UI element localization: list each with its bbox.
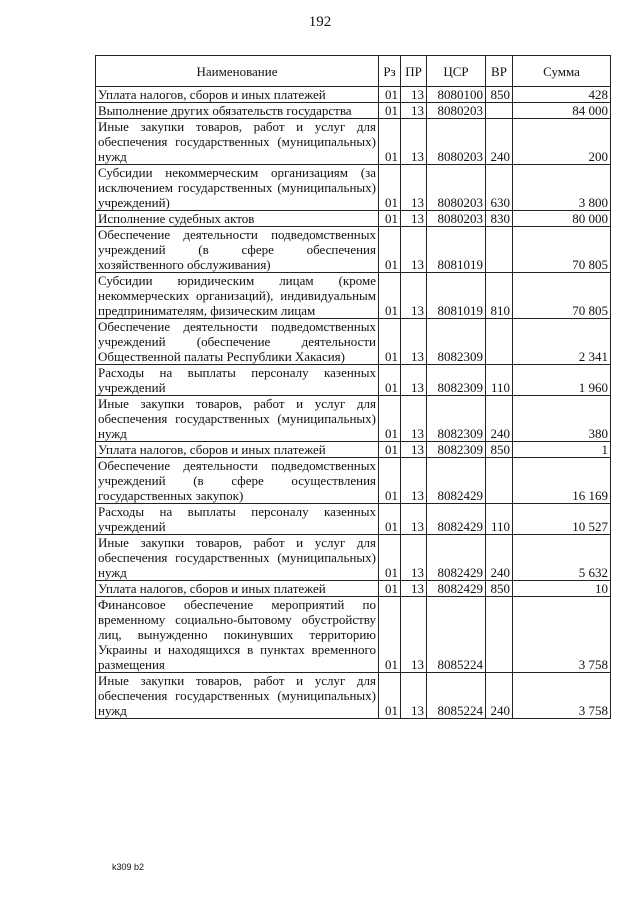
cell-vr — [486, 458, 513, 504]
cell-csr: 8085224 — [427, 673, 486, 719]
cell-vr — [486, 319, 513, 365]
cell-rz: 01 — [379, 396, 401, 442]
table-row — [96, 119, 611, 165]
cell-pr: 13 — [401, 396, 427, 442]
cell-sum: 10 527 — [513, 504, 611, 535]
header-csr: ЦСР — [427, 56, 486, 87]
table-row — [96, 165, 611, 211]
cell-csr: 8080203 — [427, 165, 486, 211]
cell-pr: 13 — [401, 597, 427, 673]
cell-csr: 8081019 — [427, 227, 486, 273]
cell-sum: 5 632 — [513, 535, 611, 581]
cell-csr: 8082429 — [427, 535, 486, 581]
table-row — [96, 396, 611, 442]
cell-sum: 84 000 — [513, 103, 611, 119]
cell-pr: 13 — [401, 165, 427, 211]
header-vr: ВР — [486, 56, 513, 87]
cell-csr: 8082429 — [427, 504, 486, 535]
cell-vr — [486, 103, 513, 119]
cell-csr: 8082309 — [427, 319, 486, 365]
cell-csr: 8082429 — [427, 581, 486, 597]
cell-name: Исполнение судебных актов — [96, 211, 379, 227]
header-pr: ПР — [401, 56, 427, 87]
budget-table — [95, 55, 611, 719]
header-row — [96, 56, 611, 87]
cell-csr: 8081019 — [427, 273, 486, 319]
cell-csr: 8080203 — [427, 211, 486, 227]
cell-rz: 01 — [379, 319, 401, 365]
cell-pr: 13 — [401, 119, 427, 165]
table-row — [96, 535, 611, 581]
cell-csr: 8082309 — [427, 396, 486, 442]
cell-pr: 13 — [401, 319, 427, 365]
cell-pr: 13 — [401, 227, 427, 273]
cell-sum: 380 — [513, 396, 611, 442]
cell-pr: 13 — [401, 442, 427, 458]
cell-rz: 01 — [379, 442, 401, 458]
cell-sum: 3 758 — [513, 673, 611, 719]
cell-name: Уплата налогов, сборов и иных платежей — [96, 581, 379, 597]
cell-name: Расходы на выплаты персоналу казенных учреждений — [96, 504, 379, 535]
header-name: Наименование — [96, 56, 379, 87]
table-row — [96, 673, 611, 719]
cell-rz: 01 — [379, 211, 401, 227]
cell-vr: 850 — [486, 87, 513, 103]
cell-vr — [486, 597, 513, 673]
cell-rz: 01 — [379, 227, 401, 273]
cell-csr: 8080203 — [427, 103, 486, 119]
cell-name: Обеспечение деятельности подведомственных учреждений (в сфере осуществления государственных закупок) — [96, 458, 379, 504]
cell-sum: 3 758 — [513, 597, 611, 673]
cell-sum: 200 — [513, 119, 611, 165]
cell-pr: 13 — [401, 458, 427, 504]
cell-rz: 01 — [379, 87, 401, 103]
cell-vr: 240 — [486, 119, 513, 165]
cell-rz: 01 — [379, 581, 401, 597]
table-row — [96, 504, 611, 535]
header-sum: Сумма — [513, 56, 611, 87]
cell-sum: 10 — [513, 581, 611, 597]
cell-csr: 8080100 — [427, 87, 486, 103]
cell-name: Расходы на выплаты персоналу казенных учреждений — [96, 365, 379, 396]
table-row — [96, 103, 611, 119]
cell-rz: 01 — [379, 458, 401, 504]
table-row — [96, 319, 611, 365]
cell-vr: 850 — [486, 442, 513, 458]
cell-sum: 3 800 — [513, 165, 611, 211]
cell-pr: 13 — [401, 103, 427, 119]
cell-rz: 01 — [379, 273, 401, 319]
cell-rz: 01 — [379, 365, 401, 396]
cell-csr: 8080203 — [427, 119, 486, 165]
cell-pr: 13 — [401, 211, 427, 227]
cell-vr: 240 — [486, 396, 513, 442]
cell-name: Иные закупки товаров, работ и услуг для обеспечения государственных (муниципальных) нужд — [96, 535, 379, 581]
table-row — [96, 581, 611, 597]
table-body — [96, 87, 611, 719]
cell-pr: 13 — [401, 535, 427, 581]
cell-rz: 01 — [379, 165, 401, 211]
cell-pr: 13 — [401, 87, 427, 103]
table-row — [96, 458, 611, 504]
cell-name: Обеспечение деятельности подведомственных учреждений (обеспечение деятельности Общественной палаты Республики Хакасия) — [96, 319, 379, 365]
table-row — [96, 442, 611, 458]
cell-name: Финансовое обеспечение мероприятий по временному социально-бытовому обустройству лиц, вынужденно покинувших территорию Украины и находящихся в пунктах временного размещения — [96, 597, 379, 673]
cell-rz: 01 — [379, 103, 401, 119]
cell-rz: 01 — [379, 504, 401, 535]
table-row — [96, 597, 611, 673]
table-row — [96, 87, 611, 103]
cell-pr: 13 — [401, 673, 427, 719]
cell-sum: 1 960 — [513, 365, 611, 396]
cell-pr: 13 — [401, 504, 427, 535]
cell-name: Субсидии некоммерческим организациям (за исключением государственных (муниципальных) учреждений) — [96, 165, 379, 211]
cell-name: Субсидии юридическим лицам (кроме некоммерческих организаций), индивидуальным предпринимателям, физическим лицам — [96, 273, 379, 319]
table-row — [96, 273, 611, 319]
cell-name: Уплата налогов, сборов и иных платежей — [96, 87, 379, 103]
cell-pr: 13 — [401, 273, 427, 319]
cell-vr: 240 — [486, 673, 513, 719]
cell-rz: 01 — [379, 535, 401, 581]
cell-sum: 16 169 — [513, 458, 611, 504]
table-row — [96, 227, 611, 273]
cell-vr: 830 — [486, 211, 513, 227]
cell-name: Иные закупки товаров, работ и услуг для обеспечения государственных (муниципальных) нужд — [96, 396, 379, 442]
cell-vr: 110 — [486, 365, 513, 396]
cell-name: Обеспечение деятельности подведомственных учреждений (в сфере обеспечения хозяйственного обслуживания) — [96, 227, 379, 273]
cell-csr: 8082309 — [427, 365, 486, 396]
cell-csr: 8082429 — [427, 458, 486, 504]
cell-sum: 428 — [513, 87, 611, 103]
cell-pr: 13 — [401, 365, 427, 396]
cell-name: Иные закупки товаров, работ и услуг для обеспечения государственных (муниципальных) нужд — [96, 673, 379, 719]
cell-rz: 01 — [379, 673, 401, 719]
cell-csr: 8085224 — [427, 597, 486, 673]
cell-rz: 01 — [379, 119, 401, 165]
table-row — [96, 211, 611, 227]
footer-code: k309 b2 — [112, 862, 145, 872]
cell-name: Уплата налогов, сборов и иных платежей — [96, 442, 379, 458]
cell-vr: 240 — [486, 535, 513, 581]
cell-vr: 630 — [486, 165, 513, 211]
table-row — [96, 365, 611, 396]
cell-vr: 850 — [486, 581, 513, 597]
cell-pr: 13 — [401, 581, 427, 597]
cell-sum: 2 341 — [513, 319, 611, 365]
cell-csr: 8082309 — [427, 442, 486, 458]
cell-sum: 80 000 — [513, 211, 611, 227]
cell-rz: 01 — [379, 597, 401, 673]
cell-vr: 810 — [486, 273, 513, 319]
cell-sum: 70 805 — [513, 227, 611, 273]
header-rz: Рз — [379, 56, 401, 87]
cell-vr: 110 — [486, 504, 513, 535]
cell-name: Иные закупки товаров, работ и услуг для обеспечения государственных (муниципальных) нужд — [96, 119, 379, 165]
cell-vr — [486, 227, 513, 273]
page-number: 192 — [308, 14, 332, 30]
cell-name: Выполнение других обязательств государства — [96, 103, 379, 119]
table-header — [96, 56, 611, 87]
cell-sum: 70 805 — [513, 273, 611, 319]
cell-sum: 1 — [513, 442, 611, 458]
